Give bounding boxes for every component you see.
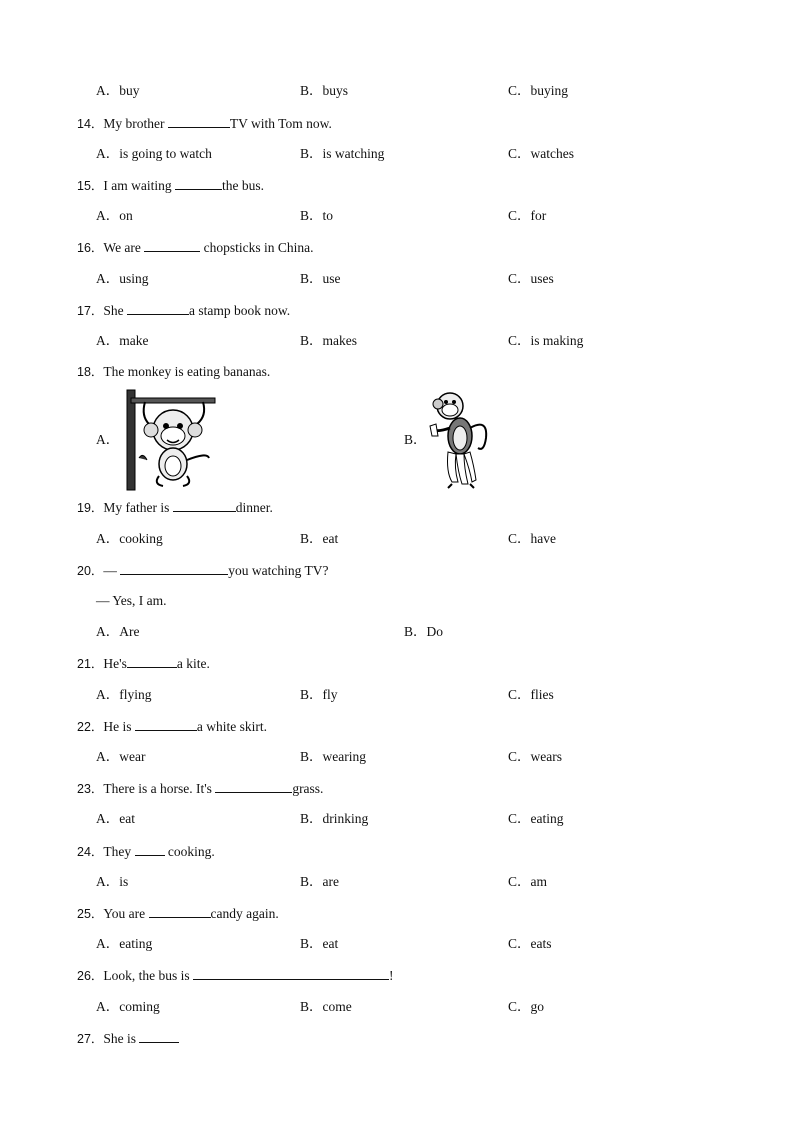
monkey-hanging-image[interactable] [123, 388, 218, 497]
q23-number: 23． [77, 782, 104, 796]
q15-option-b[interactable]: B．to [300, 208, 334, 223]
q26-number: 26． [77, 969, 104, 983]
q20-option-b[interactable]: B．Do [404, 624, 444, 639]
q22-option-c[interactable]: C．wears [508, 749, 562, 764]
q24-blank [135, 843, 165, 856]
q13-option-c[interactable]: C．buying [508, 83, 569, 98]
q19-option-b[interactable]: B．eat [300, 531, 339, 546]
q26-option-a[interactable]: A．coming [96, 999, 160, 1014]
q27-blank [139, 1030, 179, 1043]
q20-number: 20． [77, 564, 104, 578]
q27-question [77, 1030, 179, 1047]
q23-option-c[interactable]: C．eating [508, 811, 564, 826]
q18-number: 18． [77, 365, 104, 379]
q24-option-b[interactable]: B．are [300, 874, 339, 889]
q26-question [77, 967, 394, 984]
monkey-bananas-icon [424, 388, 496, 490]
q16-blank [144, 239, 200, 252]
q26-option-b[interactable]: B．come [300, 999, 352, 1014]
q16-option-c[interactable]: C．uses [508, 271, 554, 286]
q18-question [77, 364, 270, 380]
q21-text-pre: He's [103, 656, 127, 671]
q16-question [77, 239, 314, 256]
q24-question [77, 843, 215, 860]
q14-number: 14． [77, 117, 104, 131]
q19-blank [173, 499, 236, 512]
q19-text-pre: My father is [103, 500, 173, 515]
q22-number: 22． [77, 720, 104, 734]
q22-text-pre: He is [103, 719, 135, 734]
q21-number: 21． [77, 657, 104, 671]
q15-option-a[interactable]: A．on [96, 208, 133, 223]
q17-option-b[interactable]: B．makes [300, 333, 357, 348]
q24-text-pre: They [103, 844, 135, 859]
q16-number: 16． [77, 241, 104, 255]
q25-option-c[interactable]: C．eats [508, 936, 552, 951]
q24-option-c[interactable]: C．am [508, 874, 547, 889]
q27-number: 27． [77, 1032, 104, 1046]
q14-question [77, 115, 332, 132]
q21-question [77, 655, 210, 672]
q14-text-pre: My brother [103, 116, 168, 131]
q25-text-post: candy again. [210, 906, 279, 921]
q16-text-post: chopsticks in China. [200, 240, 314, 255]
q20-option-a[interactable]: A．Are [96, 624, 140, 639]
q14-text-post: TV with Tom now. [229, 116, 332, 131]
q17-option-c[interactable]: C．is making [508, 333, 584, 348]
q24-number: 24． [77, 845, 104, 859]
q14-option-b[interactable]: B．is watching [300, 146, 385, 161]
q17-text-pre: She [103, 303, 128, 318]
q22-text-post: a white skirt. [196, 719, 268, 734]
q14-blank [168, 115, 230, 128]
q21-option-b[interactable]: B．fly [300, 687, 338, 702]
q25-blank [149, 905, 211, 918]
monkey-bananas-image[interactable] [424, 388, 496, 495]
q23-option-b[interactable]: B．drinking [300, 811, 369, 826]
q20-text-post: you watching TV? [228, 563, 329, 578]
q25-option-b[interactable]: B．eat [300, 936, 339, 951]
q14-option-a[interactable]: A．is going to watch [96, 146, 212, 161]
q18-text: The monkey is eating bananas. [103, 364, 271, 379]
q26-text-pre: Look, the bus is [103, 968, 194, 983]
q17-blank [127, 302, 189, 315]
q15-option-c[interactable]: C．for [508, 208, 547, 223]
q14-option-c[interactable]: C．watches [508, 146, 574, 161]
q21-blank [127, 655, 177, 668]
q22-option-a[interactable]: A．wear [96, 749, 146, 764]
q13-option-b[interactable]: B．buys [300, 83, 349, 98]
q20-blank [120, 562, 228, 575]
q20-question [77, 562, 329, 579]
q19-text-post: dinner. [235, 500, 273, 515]
q23-question [77, 780, 323, 797]
q21-option-a[interactable]: A．flying [96, 687, 152, 702]
q15-blank [175, 177, 222, 190]
q16-option-a[interactable]: A．using [96, 271, 149, 286]
q17-number: 17． [77, 304, 104, 318]
q23-text-post: grass. [292, 781, 324, 796]
q20-reply: — Yes, I am. [96, 593, 167, 608]
q21-text-post: a kite. [176, 656, 210, 671]
q22-question [77, 718, 267, 735]
q17-option-a[interactable]: A．make [96, 333, 149, 348]
q20-text-pre: — [103, 563, 121, 578]
q16-option-b[interactable]: B．use [300, 271, 341, 286]
q21-option-c[interactable]: C．flies [508, 687, 554, 702]
q22-blank [135, 718, 197, 731]
q18-option-b[interactable]: B． [404, 432, 427, 447]
monkey-hanging-icon [123, 388, 218, 492]
q25-number: 25． [77, 907, 104, 921]
q24-text-post: cooking. [164, 844, 215, 859]
q26-text-post: ! [389, 968, 394, 983]
q19-number: 19． [77, 501, 104, 515]
q19-option-c[interactable]: C．have [508, 531, 556, 546]
q26-option-c[interactable]: C．go [508, 999, 545, 1014]
q13-option-a[interactable]: A．buy [96, 83, 140, 98]
q17-question [77, 302, 290, 319]
q23-blank [215, 780, 292, 793]
q24-option-a[interactable]: A．is [96, 874, 129, 889]
q18-option-a[interactable]: A． [96, 432, 120, 447]
q15-question [77, 177, 264, 194]
q26-blank [193, 967, 389, 980]
q15-number: 15． [77, 179, 104, 193]
q15-text-pre: I am waiting [103, 178, 176, 193]
q17-text-post: a stamp book now. [189, 303, 291, 318]
q19-question [77, 499, 273, 516]
q22-option-b[interactable]: B．wearing [300, 749, 366, 764]
q25-text-pre: You are [103, 906, 149, 921]
q23-option-a[interactable]: A．eat [96, 811, 135, 826]
q19-option-a[interactable]: A．cooking [96, 531, 163, 546]
q23-text-pre: There is a horse. It's [103, 781, 216, 796]
q27-text-pre: She is [103, 1031, 140, 1046]
q16-text-pre: We are [103, 240, 145, 255]
q25-option-a[interactable]: A．eating [96, 936, 153, 951]
q25-question [77, 905, 279, 922]
q15-text-post: the bus. [222, 178, 265, 193]
